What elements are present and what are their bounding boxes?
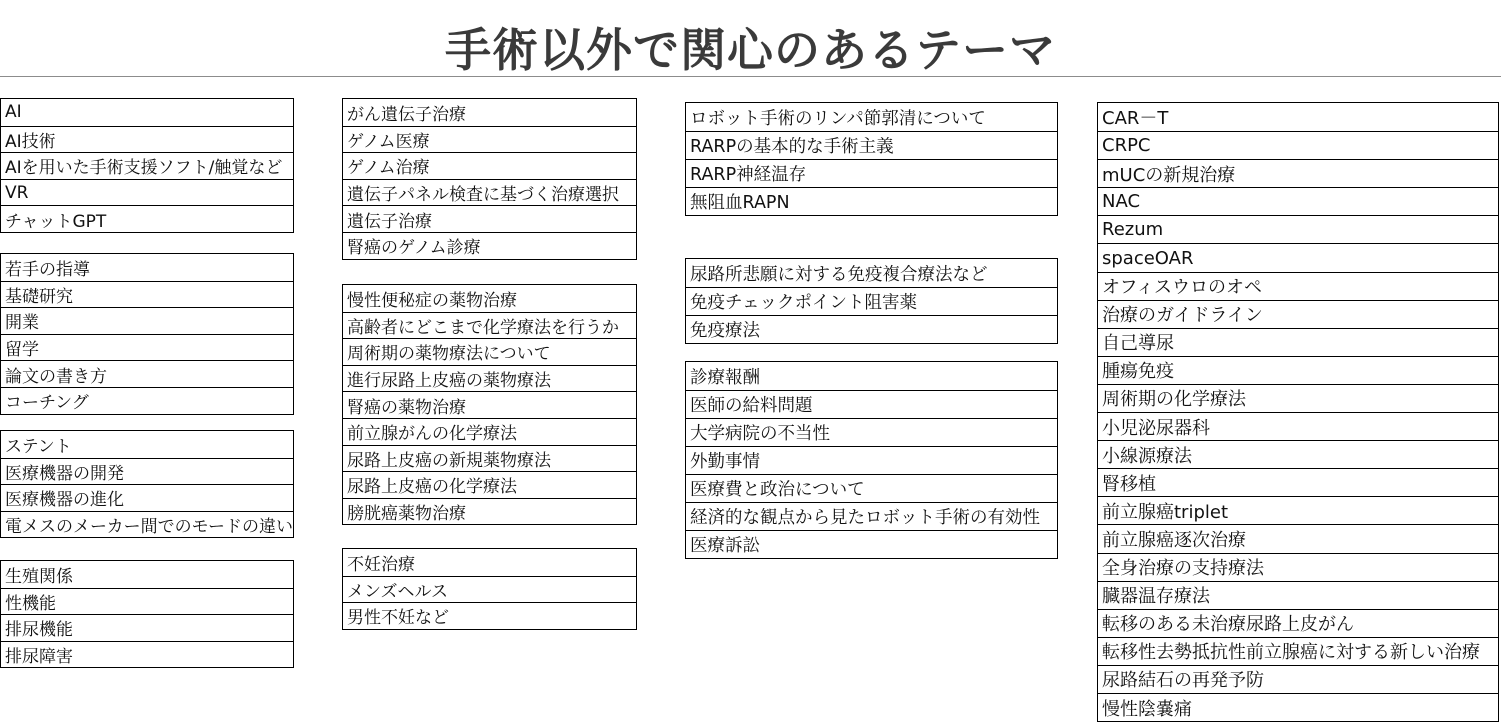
topic-item: 不妊治療	[347, 554, 415, 575]
topic-group-pharmacotherapy	[342, 284, 637, 525]
topic-item: 診療報酬	[690, 367, 760, 388]
topic-item: 電メスのメーカー間でのモードの違い	[1, 511, 293, 538]
topic-item: 生殖関係	[5, 566, 73, 587]
topic-item: 前立腺がんの化学療法	[343, 418, 636, 445]
topic-item: spaceOAR	[1098, 243, 1498, 271]
topic-group-mens-health	[342, 548, 637, 630]
topic-item: AI	[5, 102, 22, 123]
topic-item: 基礎研究	[1, 281, 293, 308]
topic-item: 膀胱癌薬物治療	[343, 498, 636, 525]
topic-item: 医療費と政治について	[686, 474, 1057, 502]
topic-item: VR	[1, 179, 293, 206]
topic-item: 医療機器の進化	[1, 484, 293, 511]
topic-group-function	[0, 560, 294, 668]
topic-item: チャットGPT	[1, 205, 293, 232]
topic-item: 遺伝子治療	[343, 205, 636, 232]
topic-item: 腫瘍免疫	[1098, 356, 1498, 384]
topic-item: 尿路所悲願に対する免疫複合療法など	[690, 264, 988, 285]
topic-item: AIを用いた手術支援ソフト/触覚など	[1, 152, 293, 179]
topic-item: 男性不妊など	[343, 602, 636, 629]
title-divider	[0, 76, 1501, 77]
topic-item: 転移性去勢抵抗性前立腺癌に対する新しい治療	[1098, 637, 1498, 665]
topic-item: 開業	[1, 307, 293, 334]
topic-group-technology	[0, 98, 294, 233]
topic-item: ゲノム医療	[343, 126, 636, 153]
topic-group-career	[0, 253, 294, 415]
topic-item: 小児泌尿器科	[1098, 412, 1498, 440]
topic-item: 無阻血RAPN	[686, 187, 1057, 215]
topic-item: 医療訴訟	[686, 530, 1057, 558]
topic-item: 若手の指導	[5, 259, 90, 280]
topic-item: 慢性便秘症の薬物治療	[347, 290, 517, 311]
topic-item: 尿路結石の再発予防	[1098, 665, 1498, 693]
topic-group-economics	[685, 361, 1058, 559]
topic-item: 高齢者にどこまで化学療法を行うか	[343, 312, 636, 339]
topic-item: 外勤事情	[686, 446, 1057, 474]
topic-item: 医師の給料問題	[686, 390, 1057, 418]
topic-item: 排尿障害	[1, 641, 293, 668]
topic-item: AI技術	[1, 126, 293, 153]
topic-item: NAC	[1098, 187, 1498, 215]
topic-group-clinical	[1097, 102, 1499, 722]
topic-item: 自己導尿	[1098, 328, 1498, 356]
topic-item: 小線源療法	[1098, 440, 1498, 468]
topic-group-immunotherapy	[685, 258, 1058, 344]
topic-item: 遺伝子パネル検査に基づく治療選択	[343, 179, 636, 206]
topic-item: 慢性陰嚢痛	[1098, 693, 1498, 721]
topic-item: 前立腺癌逐次治療	[1098, 524, 1498, 552]
topic-group-genomics	[342, 98, 637, 260]
topic-item: メンズヘルス	[343, 576, 636, 603]
topic-item: RARPの基本的な手術主義	[686, 131, 1057, 159]
topic-item: 全身治療の支持療法	[1098, 553, 1498, 581]
topic-group-devices	[0, 430, 294, 538]
topic-item: 臓器温存療法	[1098, 581, 1498, 609]
topic-item: 大学病院の不当性	[686, 418, 1057, 446]
topic-item: 性機能	[1, 588, 293, 615]
topic-item: 免疫療法	[686, 315, 1057, 343]
topic-item: 排尿機能	[1, 614, 293, 641]
topic-item: mUCの新規治療	[1098, 159, 1498, 187]
topic-item: 進行尿路上皮癌の薬物療法	[343, 365, 636, 392]
topic-item: 尿路上皮癌の新規薬物療法	[343, 445, 636, 472]
topic-item: 経済的な観点から見たロボット手術の有効性	[686, 502, 1057, 530]
topic-item: 医療機器の開発	[1, 458, 293, 485]
topic-item: オフィスウロのオペ	[1098, 272, 1498, 300]
topic-group-robotic	[685, 102, 1058, 216]
topic-item: RARP神経温存	[686, 159, 1057, 187]
topic-item: 腎癌の薬物治療	[343, 391, 636, 418]
topic-item: 転移のある未治療尿路上皮がん	[1098, 609, 1498, 637]
topic-item: 腎癌のゲノム診療	[343, 232, 636, 259]
topic-item: ゲノム治療	[343, 152, 636, 179]
topic-item: ステント	[5, 436, 72, 457]
topic-item: 留学	[1, 334, 293, 361]
topic-item: コーチング	[1, 387, 293, 414]
topic-item: ロボット手術のリンパ節郭清について	[690, 108, 986, 129]
topic-item: 免疫チェックポイント阻害薬	[686, 287, 1057, 315]
topic-item: 前立腺癌triplet	[1098, 496, 1498, 524]
topic-item: CRPC	[1098, 131, 1498, 159]
topic-item: がん遺伝子治療	[347, 104, 466, 125]
topic-item: 尿路上皮癌の化学療法	[343, 471, 636, 498]
topic-item: 腎移植	[1098, 468, 1498, 496]
topic-item: 論文の書き方	[1, 360, 293, 387]
topic-item: CAR－T	[1102, 108, 1169, 130]
topic-item: 周術期の化学療法	[1098, 384, 1498, 412]
topic-item: 周術期の薬物療法について	[343, 338, 636, 365]
topic-item: Rezum	[1098, 215, 1498, 243]
topic-item: 治療のガイドライン	[1098, 300, 1498, 328]
page-title: 手術以外で関心のあるテーマ	[445, 23, 1056, 77]
